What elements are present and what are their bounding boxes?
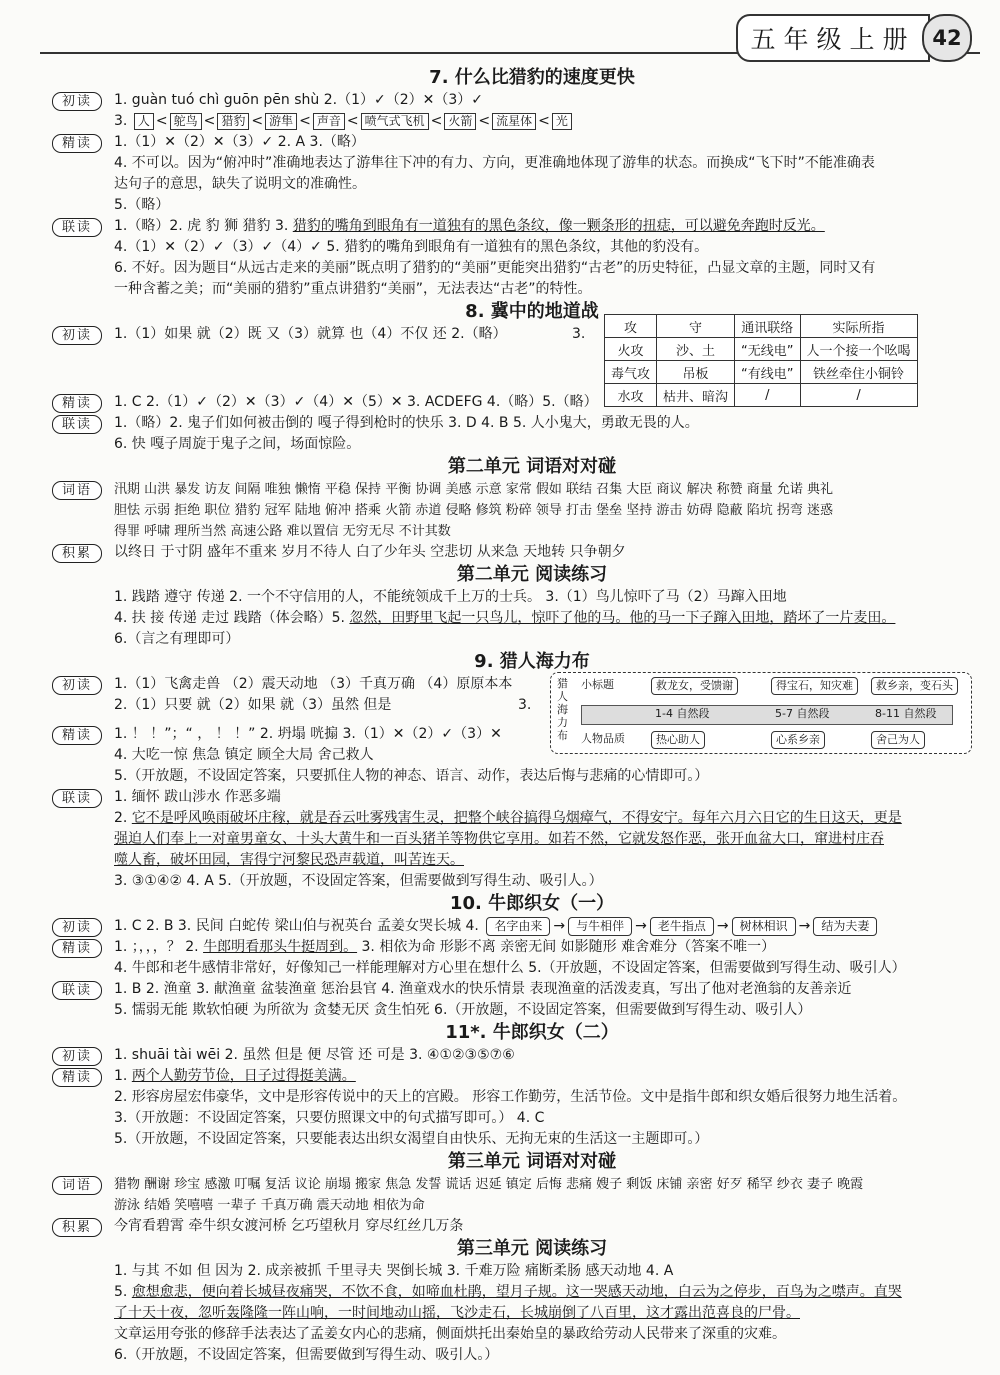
answer-text: 1.（1）飞禽走兽 （2）震天动地 （3）千真万确 （4）原原本本: [114, 676, 513, 692]
hailibu-chart: [550, 672, 972, 754]
answer-line: 6. 快 嘎子周旋于鬼子之间，场面惊险。: [114, 436, 361, 452]
page-header: [0, 0, 1000, 70]
tag-liandu: 联读: [52, 218, 102, 237]
table-cell: “无线电”: [735, 338, 800, 361]
tag-jingdu: 精读: [52, 939, 102, 958]
chart-side-label: 猎人海力布: [557, 677, 568, 742]
answer-line: 6.（言之有理即可）: [114, 631, 240, 647]
answer-text: 1. shuāi tài wēi 2. 虽然 但是 便 尽管 还 可是 3. ④①②③⑤⑦⑥: [114, 1047, 515, 1063]
answer-line: [52, 1174, 972, 1195]
answer-text: 1. B 2. 渔童 3. 献渔童 盆装渔童 惩治县官 4. 渔童戏水的快乐情景 表现渔童的活泼麦真，写出了他对老渔翁的友善亲近: [114, 981, 852, 997]
answer-text: 3. 相依为命 形影不离 亲密无间 如影随形 难舍难分（答案不唯一）: [357, 939, 776, 955]
answer-line: [52, 90, 972, 111]
answer-line: [52, 479, 972, 500]
section-title: 10. 牛郎织女（一）: [449, 893, 615, 914]
chart-node: 心系乡亲: [771, 731, 825, 749]
answer-line: [52, 937, 972, 958]
answer-line: [52, 542, 972, 563]
answer-line: 5. 懦弱无能 欺软怕硬 为所欲为 贪婪无厌 贪生怕死 6.（开放题，不设固定答案，但需要做到写得生动、吸引人）: [114, 1002, 812, 1018]
answer-text: 1. guàn tuó chì guōn pēn shù 2.（1）✓（2）✕（3）✓: [114, 92, 483, 108]
answer-line: 3.（开放题：不设固定答案，只要仿照课文中的句式描写即可。） 4. C: [114, 1110, 545, 1126]
table-cell: /: [735, 384, 800, 407]
underlined-text: 愈想愈悲，便向着长城昼夜痛哭，不饮不食，如啼血杜鹃，望月子规。这一哭感天动地，白云为之停步，百鸟为之噤声。直哭: [131, 1284, 902, 1300]
table-cell: 吊板: [657, 361, 735, 384]
chart-label: 人物品质: [577, 731, 629, 747]
answer-text: 1. 缅怀 跋山涉水 作恶多端: [114, 789, 281, 805]
chart-label: 小标题: [577, 677, 618, 693]
section-title: 9. 猎人海力布: [474, 651, 590, 672]
answer-line: 一种含蓄之美；而“美丽的猎豹”重点讲猎豹“美丽”，无法表达“古老”的特性。: [114, 281, 592, 297]
table-cell: 火攻: [605, 338, 657, 361]
table-cell: “有线电”: [735, 361, 800, 384]
answer-content: [52, 66, 972, 1366]
flow-step: 名字由来: [486, 917, 550, 936]
table-cell: 枯井、暗沟: [657, 384, 735, 407]
section-title: 第二单元 阅读练习: [456, 564, 608, 585]
answer-text: 1.（略）2. 虎 豹 狮 猎豹 3.: [114, 218, 293, 234]
chain-word: 声音: [313, 113, 345, 130]
answer-line: [52, 608, 972, 629]
tag-liandu: 联读: [52, 789, 102, 808]
chain-word: 光: [552, 113, 572, 130]
answer-line: 4. 牛郎和老牛感情非常好，好像知己一样能理解对方心里在想什么 5.（开放题，不设固定答案，但需要做到写得生动、吸引人）: [114, 960, 906, 976]
underlined-text: 猎豹的嘴角到眼角有一道独有的黑色条纹，像一颗条形的扭痣，可以避免奔跑时反光。: [292, 218, 825, 234]
underlined-text: 噬人畜，破坏田园，害得宁河黎民恐声载道，叫苦连天。: [114, 852, 464, 868]
tag-jingdu: 精读: [52, 134, 102, 153]
tag-jingdu: 精读: [52, 1068, 102, 1087]
tag-ciyu: 词语: [52, 1176, 102, 1195]
tag-jilei: 积累: [52, 544, 102, 563]
answer-text: 1.（1）✕（2）✕（3）✓ 2. A 3.（略）: [114, 134, 365, 150]
answer-line: [52, 829, 972, 850]
answer-line: 5.（开放题，不设固定答案，只要抓住人物的神态、语言、动作，表达后悔与悲痛的心情即可。）: [114, 768, 709, 784]
answer-line: [52, 808, 972, 829]
answer-line: 4. 不可以。因为“俯冲时”准确地表达了游隼往下冲的有力、方向，更准确地体现了游隼的状态。而换成“飞下时”不能准确表: [114, 155, 875, 171]
answer-text: 4. 扶 接 传递 走过 践踏（体会略）5.: [114, 610, 350, 626]
answer-line: 胆怯 示弱 拒绝 职位 猎豹 冠军 陆地 俯冲 搭乘 火箭 赤道 侵略 修筑 粉碎 领导 打击 堡垒 坚持 游击 妨碍 隐蔽 陷坑 拐弯 迷惑: [114, 503, 834, 518]
war-table: [604, 314, 918, 407]
tag-chudu: 初读: [52, 676, 102, 695]
underlined-text: 了十天十夜，忽听轰隆隆一阵山响，一时间地动山摇，飞沙走石，长城崩倒了八百里，这才露出范喜良的尸骨。: [114, 1305, 800, 1321]
chart-node: 救龙女，受馈谢: [651, 677, 738, 695]
underlined-text: 两个人勤劳节俭，日子过得挺美满。: [131, 1068, 356, 1084]
answer-line: 1. 践踏 遵守 传递 2. 一个不守信用的人，不能统领成千上万的士兵。 3.（1）鸟儿惊吓了马（2）马蹿入田地: [114, 589, 787, 605]
answer-line: [52, 413, 972, 434]
answer-text: 3.: [518, 697, 532, 713]
chain-word: 人: [134, 113, 154, 130]
answer-text: 今宵看碧霄 牵牛织女渡河桥 乞巧望秋月 穿尽红丝几万条: [114, 1218, 464, 1234]
tag-liandu: 联读: [52, 415, 102, 434]
answer-line: [52, 1282, 972, 1303]
chart-node: 救乡亲，变石头: [871, 677, 958, 695]
answer-line: 1. 与其 不如 但 因为 2. 成亲被抓 千里寻夫 哭倒长城 3. 千难万险 痛断柔肠 感天动地 4. A: [114, 1263, 674, 1279]
answer-line: [52, 979, 972, 1000]
answer-text: 5.: [114, 1284, 132, 1300]
tag-jingdu: 精读: [52, 726, 102, 745]
answer-line: [52, 132, 972, 153]
answer-line: 6. 不好。因为题目“从远古走来的美丽”既点明了猎豹的“美丽”更能突出猎豹“古老”的历史特征，凸显文章的主题，同时又有: [114, 260, 876, 276]
section-title: 8. 冀中的地道战: [465, 301, 599, 322]
table-header: 攻: [605, 315, 657, 338]
section-title: 11*. 牛郎织女（二）: [445, 1022, 619, 1043]
answer-line: 初读 1. C 2. B 3. 民间 白蛇传 梁山伯与祝英台 孟姜女哭长城 4. 名字由来 → 与牛相伴 → 老牛指点 → 树林相识 → 结为夫妻: [52, 916, 972, 937]
chain-word: 喷气式飞机: [361, 113, 429, 130]
tag-chudu: 初读: [52, 92, 102, 111]
chart-node: 得宝石，知灾难: [771, 677, 858, 695]
answer-text: 猎物 酬谢 珍宝 感激 叮嘱 复活 议论 崩塌 搬家 焦急 发誓 谎话 迟延 镇定 后悔 悲痛 嫂子 剩饭 床铺 亲密 好歹 稀罕 纱衣 妻子 晚霞: [114, 1177, 864, 1192]
answer-text: 汛期 山洪 暴发 访友 间隔 唯独 懒惰 平稳 保持 平衡 协调 美感 示意 家常 假如 联结 召集 大臣 商议 解决 称赞 商量 允诺 典礼: [114, 482, 834, 497]
answer-line: 4. 大吃一惊 焦急 镇定 顾全大局 舍己救人: [114, 747, 374, 763]
underlined-text: 牛郎明看那头牛挺周到。: [203, 939, 358, 955]
answer-text: 1. C 2. B 3. 民间 白蛇传 梁山伯与祝英台 孟姜女哭长城 4.: [114, 918, 479, 934]
answer-line: 2. 形容房屋宏伟豪华，文中是形容传说中的天上的宫殿。 形容工作勤劳，生活节俭。文中是指牛郎和织女婚后很努力地生活着。: [114, 1089, 907, 1105]
answer-line: 3. ③①④② 4. A 5.（开放题，不设固定答案，但需要做到写得生动、吸引人。）: [114, 873, 603, 889]
answer-line: 文章运用夸张的修辞手法表达了孟姜女内心的悲痛，侧面烘托出秦始皇的暴政给劳动人民带来了深重的灾难。: [114, 1326, 786, 1342]
answer-line: [52, 216, 972, 237]
tag-jingdu: 精读: [52, 394, 102, 413]
answer-text: 2.（1）只要 就（2）如果 就（3）虽然 但是: [114, 697, 392, 713]
answer-text: 3.: [114, 113, 128, 129]
chain-word: 猎豹: [217, 113, 249, 130]
answer-text: 1. C 2.（1）✓（2）✕（3）✓（4）✕（5）✕ 3. ACDEFG 4.（略）5.（略）: [114, 394, 598, 410]
table-cell: 毒气攻: [605, 361, 657, 384]
table-header: 守: [657, 315, 735, 338]
answer-line: [52, 1066, 972, 1087]
answer-line: [52, 1045, 972, 1066]
chart-node: 舍己为人: [871, 731, 925, 749]
answer-line: 达句子的意思，缺失了说明文的准确性。: [114, 176, 366, 192]
table-cell: 水攻: [605, 384, 657, 407]
chart-node: 8-11 自然段: [875, 707, 937, 720]
tag-liandu: 联读: [52, 981, 102, 1000]
answer-line: 4.（1）✕（2）✓（3）✓（4）✓ 5. 猎豹的嘴角到眼角有一道独有的黑色条纹，其他的豹没有。: [114, 239, 709, 255]
answer-line: [52, 787, 972, 808]
table-cell: 沙、土: [657, 338, 735, 361]
answer-line: 6.（开放题，不设固定答案，但需要做到写得生动、吸引人。）: [114, 1347, 499, 1363]
answer-line: 5.（开放题，不设固定答案，只要能表达出织女渴望自由快乐、无拘无束的生活这一主题即可。）: [114, 1131, 709, 1147]
answer-text: 2.: [114, 810, 132, 826]
chart-node: 5-7 自然段: [775, 707, 830, 720]
tag-chudu: 初读: [52, 326, 102, 345]
flow-step: 老牛指点: [650, 917, 714, 936]
section-title: 第三单元 阅读练习: [456, 1238, 608, 1259]
tag-jilei: 积累: [52, 1218, 102, 1237]
answer-text: 3.: [572, 326, 586, 342]
section-title: 第三单元 词语对对碰: [447, 1151, 617, 1172]
flow-step: 与牛相伴: [568, 917, 632, 936]
answer-line: 得罪 呼啸 理所当然 高速公路 难以置信 无穷无尽 不计其数: [114, 524, 451, 539]
answer-text: 1.（略）2. 鬼子们如何被击倒的 嘎子得到枪时的快乐 3. D 4. B 5. 人小鬼大，勇敢无畏的人。: [114, 415, 699, 431]
underlined-text: 忽然，田野里飞起一只鸟儿，惊吓了他的马。他的马一下子蹿入田地，踏坏了一片麦田。: [349, 610, 896, 626]
grade-label: 五年级上册: [736, 14, 930, 62]
section-title: 第二单元 词语对对碰: [447, 456, 617, 477]
answer-line: 游泳 结婚 笑嘻嘻 一辈子 千真万确 震天动地 相依为命: [114, 1198, 425, 1213]
table-cell: 人一个接一个吆喝: [800, 338, 917, 361]
tag-chudu: 初读: [52, 1047, 102, 1066]
tag-ciyu: 词语: [52, 481, 102, 500]
tag-chudu: 初读: [52, 918, 102, 937]
answer-line: 5.（略）: [114, 197, 170, 213]
answer-line: [52, 1216, 972, 1237]
answer-line: 3. 人 < 鸵鸟 < 猎豹 < 游隼 < 声音 < 喷气式飞机 < 火箭 < 流星体 < 光: [52, 111, 972, 132]
answer-text: 1. ；，，，？ 2.: [114, 939, 204, 955]
chart-node: 1-4 自然段: [655, 707, 710, 720]
answer-text: 以终日 于寸阴 盛年不重来 岁月不待人 白了少年头 空悲切 从来急 天地转 只争朝夕: [114, 544, 626, 560]
page-number: 42: [922, 14, 972, 62]
flow-step: 树林相识: [732, 917, 796, 936]
chart-node: 热心助人: [651, 731, 705, 749]
chain-word: 游隼: [265, 113, 297, 130]
table-header: 实际所指: [800, 315, 917, 338]
answer-text: 1.（1）如果 就（2）既 又（3）就算 也（4）不仅 还 2.（略）: [114, 326, 507, 342]
answer-text: 1.: [114, 1068, 132, 1084]
answer-line: [52, 1303, 972, 1324]
table-cell: /: [800, 384, 917, 407]
section-title: 7. 什么比猎豹的速度更快: [429, 67, 635, 88]
underlined-text: 强迫人们奉上一对童男童女、十头大黄牛和一百头猪羊等物供它享用。如若不然，它就发怒作恶，张开血盆大口，窜进村庄吞: [114, 831, 884, 847]
flow-step: 结为夫妻: [813, 917, 877, 936]
answer-line: [52, 850, 972, 871]
table-header: 通讯联络: [735, 315, 800, 338]
chain-word: 流星体: [492, 113, 536, 130]
answer-text: 1. ！ ！”；“ ， ！ ！” 2. 坍塌 咣搧 3.（1）✕（2）✓（3）✕: [114, 726, 502, 742]
table-cell: 铁丝牵住小铜铃: [800, 361, 917, 384]
underlined-text: 它不是呼风唤雨破坏庄稼，就是吞云吐雾残害生灵，把整个峡谷搞得乌烟瘴气，不得安宁。每年六月六日它的生日这天，更是: [131, 810, 902, 826]
chain-word: 鸵鸟: [170, 113, 202, 130]
chain-word: 火箭: [444, 113, 476, 130]
